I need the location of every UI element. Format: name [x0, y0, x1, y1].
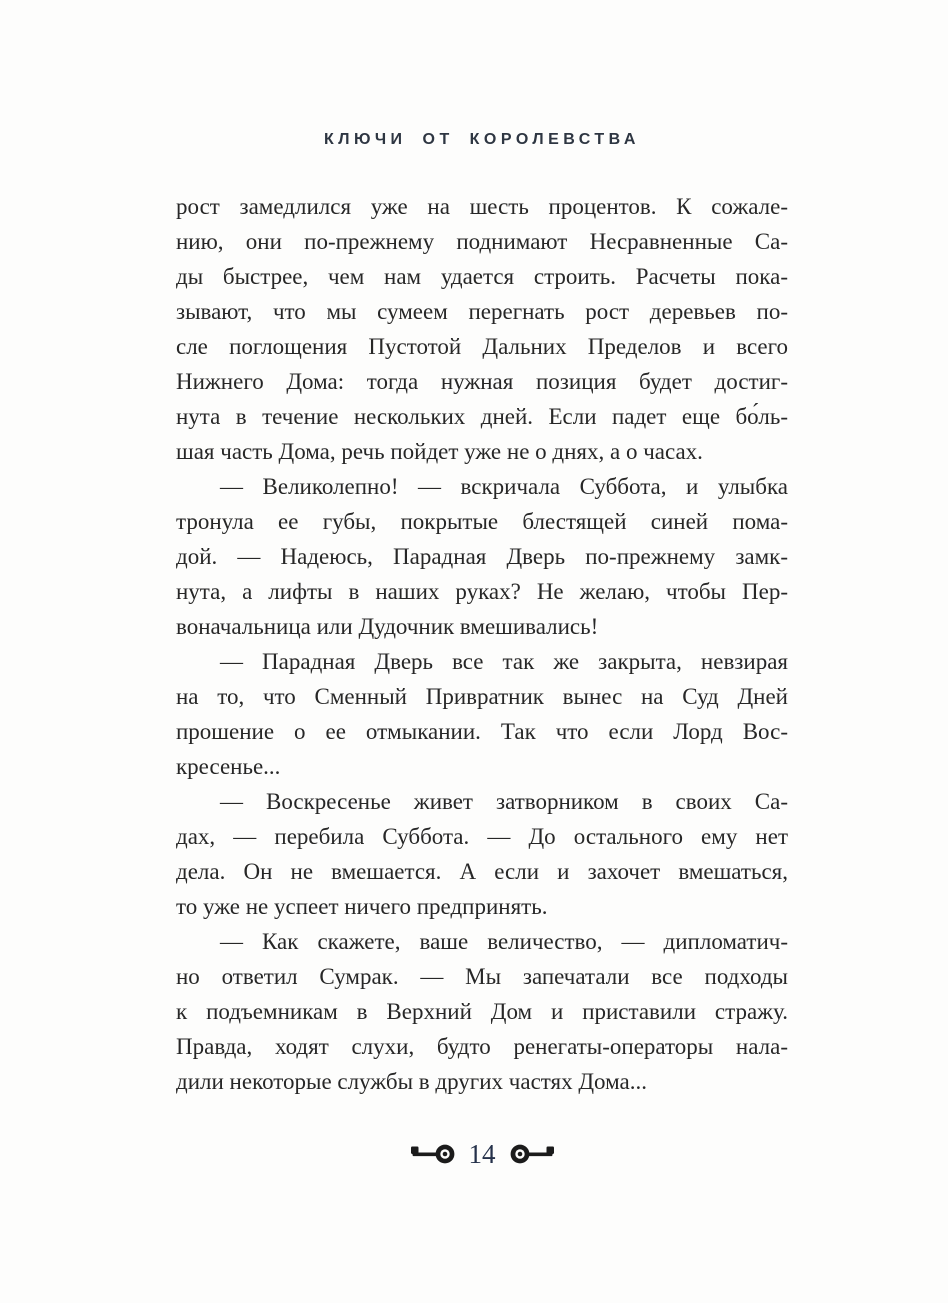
text-line: Нижнего Дома: тогда нужная позиция будет достиг-: [176, 369, 788, 394]
text-line: — Великолепно! — вскричала Суббота, и улыбка: [220, 474, 788, 499]
text-line: Правда, ходят слухи, будто ренегаты-операторы нала-: [176, 1034, 788, 1059]
text-line: дах, — перебила Суббота. — До остального ему нет: [176, 824, 788, 849]
text-line: — Парадная Дверь все так же закрыта, невзирая: [220, 649, 788, 674]
text-line: нию, они по-прежнему поднимают Несравненные Са-: [176, 229, 788, 254]
text-line: дили некоторые службы в других частях Дома...: [176, 1069, 647, 1094]
text-line: шая часть Дома, речь пойдет уже не о днях, а о часах.: [176, 439, 703, 464]
key-ornament-right-icon: [509, 1142, 555, 1166]
text-line: рост замедлился уже на шесть процентов. К сожале-: [176, 194, 788, 219]
running-header: КЛЮЧИ ОТ КОРОЛЕВСТВА: [324, 131, 640, 148]
text-line: к подъемникам в Верхний Дом и приставили стражу.: [176, 999, 788, 1024]
text-line: на то, что Сменный Привратник вынес на Суд Дней: [176, 684, 788, 709]
text-block: [176, 189, 788, 1099]
page-number: 14: [468, 1139, 496, 1169]
page-footer: [168, 1139, 796, 1169]
key-ornament-left-icon: [410, 1142, 456, 1166]
text-line: воначальница или Дудочник вмешивались!: [176, 614, 599, 639]
text-line: сле поглощения Пустотой Дальних Пределов и всего: [176, 334, 788, 359]
text-line: — Воскресенье живет затворником в своих Са-: [220, 789, 788, 814]
text-line: прошение о ее отмыкании. Так что если Лорд Вос-: [176, 719, 788, 744]
text-line: но ответил Сумрак. — Мы запечатали все подходы: [176, 964, 788, 989]
text-line: тронула ее губы, покрытые блестящей синей пома-: [176, 509, 788, 534]
text-line: ды быстрее, чем нам удается строить. Расчеты пока-: [176, 264, 788, 289]
text-line: то уже не успеет ничего предпринять.: [176, 894, 548, 919]
text-line: нута в течение нескольких дней. Если падет еще бо́ль-: [176, 404, 788, 429]
text-line: зывают, что мы сумеем перегнать рост деревьев по-: [176, 299, 788, 324]
text-line: кресенье...: [176, 754, 281, 779]
text-line: нута, а лифты в наших руках? Не желаю, чтобы Пер-: [176, 579, 788, 604]
text-line: дой. — Надеюсь, Парадная Дверь по-прежнему замк-: [176, 544, 788, 569]
text-line: дела. Он не вмешается. А если и захочет вмешаться,: [176, 859, 788, 884]
text-line: — Как скажете, ваше величество, — дипломатич-: [220, 929, 788, 954]
